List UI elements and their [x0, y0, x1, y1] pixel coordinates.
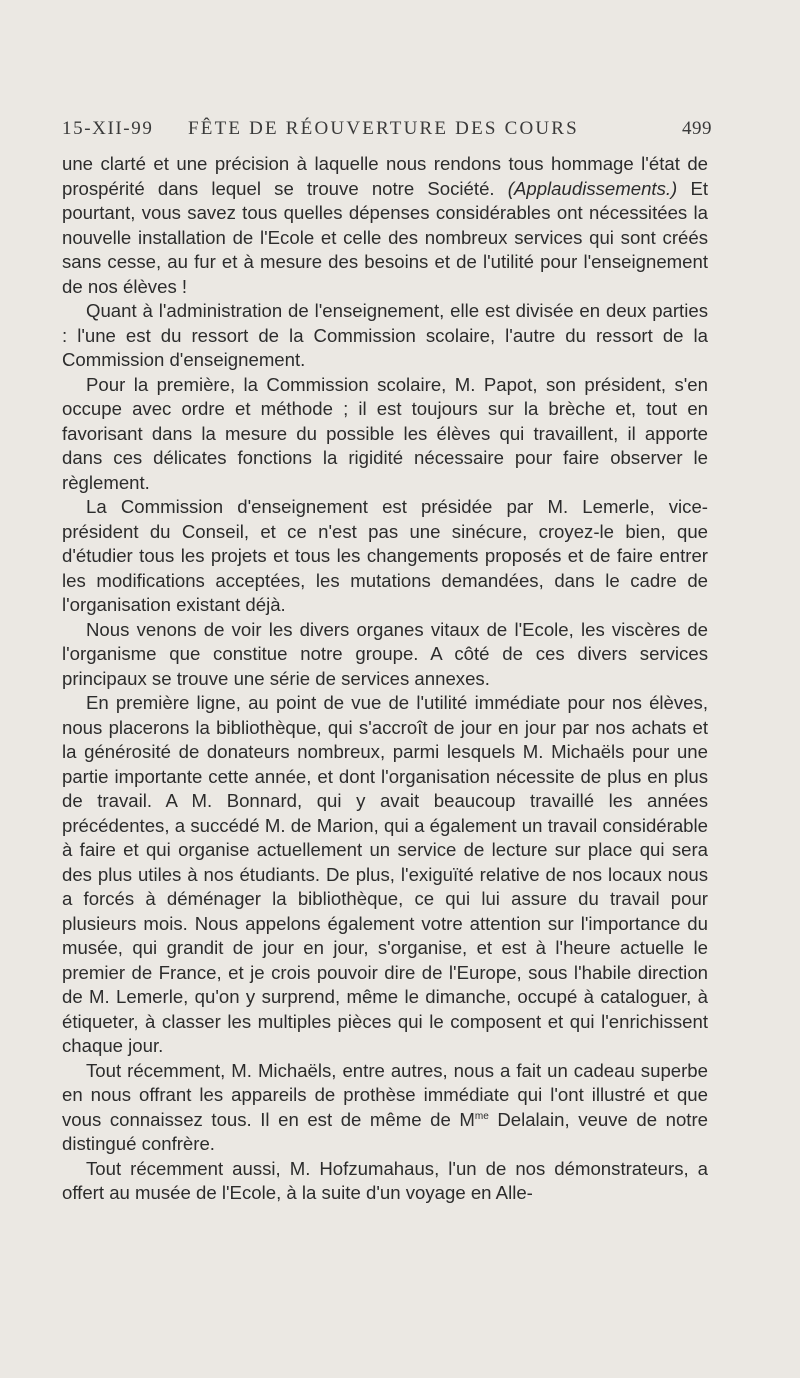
body-text	[62, 152, 708, 1206]
paragraph-4: La Commission d'enseignement est présidée par M. Lemerle, vice-président du Conseil, et ce n'est pas une sinécure, croyez-le bien, que d'étudier tous les projets et tous les changements proposés et de faire entrer les modifications acceptées, les mutations demandées, dans le cadre de l'organisation existant déjà.	[62, 496, 708, 615]
paragraph-2: Quant à l'administration de l'enseignement, elle est divisée en deux parties : l'une est du ressort de la Commission scolaire, l'autre du ressort de la Commission d'enseignement.	[62, 300, 708, 370]
paragraph-1	[62, 152, 708, 299]
paragraph-7-before: Tout récemment, M. Michaëls, entre autres, nous a fait un cadeau superbe en nous offrant les appareils de prothèse immédiate qui l'ont illustré et que vous connaissez tous. Il en est de même de M	[62, 1059, 708, 1130]
paragraph-7-after: Delalain, veuve de notre distingué confrère.	[62, 1108, 708, 1154]
header-date: 15-XII-99	[62, 118, 154, 139]
paragraph-5: Nous venons de voir les divers organes vitaux de l'Ecole, les viscères de l'organisme que constitue notre groupe. A côté de ces divers services principaux se trouve une série de services annexes.	[62, 618, 708, 689]
paragraph-7	[62, 1059, 708, 1157]
paragraph-6: En première ligne, au point de vue de l'utilité immédiate pour nos élèves, nous placerons la bibliothèque, qui s'accroît de jour en jour par nos achats et la générosité de donateurs nombreux, parmi lesquels M. Michaëls pour une partie importante cette année, et dont l'organisation nécessite de plus en plus de travail. A M. Bonnard, qui y avait beaucoup travaillé les années précédentes, a succédé M. de Marion, qui a également un travail considérable à faire et qui organise actuellement un service de lecture sur place qui sera des plus utiles à nos étudiants. De plus, l'exiguïté relative de nos locaux nous a forcés à déménager la bibliothèque, ce qui lui assure du travail pour plusieurs mois. Nous appelons également votre attention sur l'importance du musée, qui grandit de jour en jour, s'organise, et est à l'heure actuelle le premier de France, et je crois pouvoir dire de l'Europe, sous l'habile direction de M. Lemerle, qu'on y surprend, même le dimanche, occupé à cataloguer, à étiqueter, à classer les multiples pièces qui le composent et qui l'enrichissent chaque jour.	[62, 692, 708, 1056]
page-number: 499	[682, 118, 712, 139]
header-title: FÊTE DE RÉOUVERTURE DES COURS	[188, 118, 579, 139]
paragraph-1-before: une clarté et une précision à laquelle nous rendons tous hommage l'état de prospérité dans lequel se trouve notre Société.	[62, 153, 708, 199]
paragraph-1-after: Et pourtant, vous savez tous quelles dépenses considérables ont nécessitées la nouvelle installation de l'Ecole et celle des nombreux services qui sont créés sans cesse, au fur et à mesure des besoins et de l'utilité pour l'enseignement de nos élèves !	[62, 177, 709, 297]
running-header	[62, 118, 712, 146]
applause-note: (Applaudissements.)	[507, 177, 678, 199]
paragraph-3: Pour la première, la Commission scolaire, M. Papot, son président, s'en occupe avec ordre et méthode ; il est toujours sur la brèche et, tout en favorisant dans la mesure du possible les élèves qui travaillent, il apporte dans ces délicates fonctions la rigidité nécessaire pour faire observer le règlement.	[62, 373, 708, 493]
paragraph-8: Tout récemment aussi, M. Hofzumahaus, l'un de nos démonstrateurs, a offert au musée de l'Ecole, à la suite d'un voyage en Alle-	[62, 1157, 708, 1203]
superscript-me: me	[474, 1110, 489, 1122]
